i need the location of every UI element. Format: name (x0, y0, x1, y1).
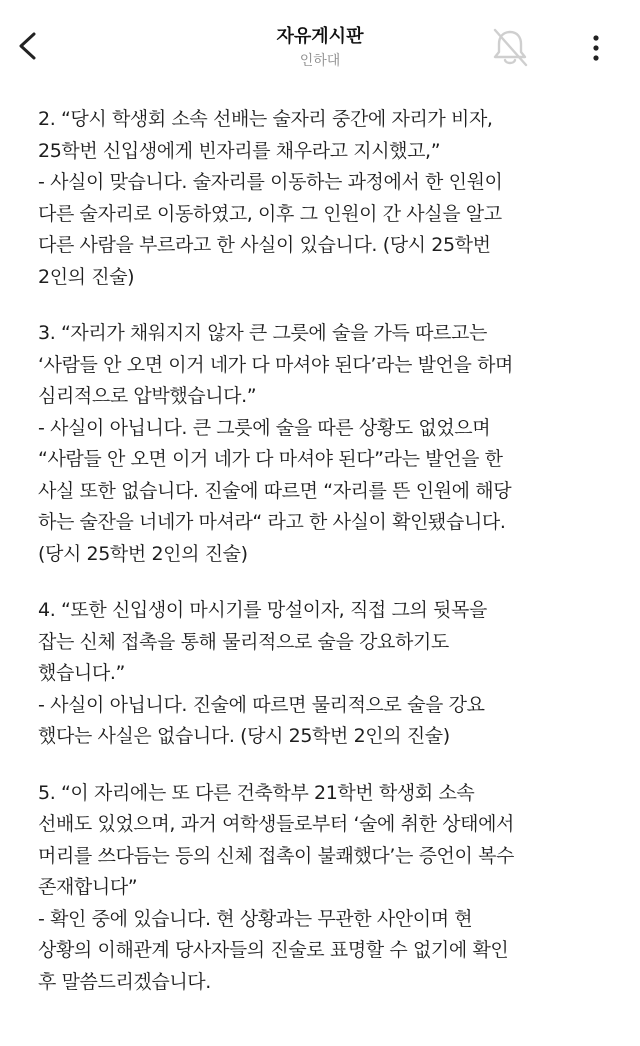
text-line: 선배도 있었으며, 과거 여학생들로부터 ‘술에 취한 상태에서 (38, 813, 515, 835)
text-line: 다른 술자리로 이동하였고, 이후 그 인원이 간 사실을 알고 (38, 202, 502, 225)
claim-section-3 (38, 318, 618, 570)
text-line: - 사실이 맞습니다. 술자리를 이동하는 과정에서 한 인원이 (38, 171, 503, 193)
text-line: 사실 또한 없습니다. 진술에 따르면 “자리를 뜬 인원에 해당 (38, 479, 512, 502)
board-title: 자유게시판 (276, 26, 364, 47)
text-line: - 사실이 아닙니다. 큰 그릇에 술을 따른 상황도 없었으며 (38, 416, 491, 439)
text-line: ‘사람들 안 오면 이거 네가 다 마셔야 된다’라는 발언을 하며 (38, 353, 513, 376)
claim-section-5 (38, 778, 618, 999)
text-line: 후 말씀드리겠습니다. (38, 970, 211, 993)
text-line: 하는 술잔을 너네가 마셔라“ 라고 한 사실이 확인됐습니다. (38, 511, 506, 533)
board-subtitle: 인하대 (299, 53, 341, 69)
claim-section-4 (38, 595, 618, 753)
text-line: 했다는 사실은 없습니다. (당시 25학번 2인의 진술) (38, 725, 450, 747)
claim-section-2 (38, 104, 618, 293)
more-vertical-icon (591, 34, 601, 62)
text-line: 잡는 신체 접촉을 통해 물리적으로 술을 강요하기도 (38, 630, 449, 653)
bell-off-icon (490, 27, 530, 69)
text-line: 존재합니다” (38, 876, 138, 898)
text-line: - 확인 중에 있습니다. 현 상황과는 무관한 사안이며 현 (38, 907, 473, 930)
text-line: 했습니다.” (38, 662, 125, 684)
post-body (38, 104, 618, 1023)
text-line: 심리적으로 압박했습니다.” (38, 385, 257, 407)
text-line: 25학번 신입생에게 빈자리를 채우라고 지시했고,” (38, 139, 441, 162)
notification-toggle-button[interactable] (486, 24, 534, 72)
more-options-button[interactable] (574, 26, 618, 70)
text-line: 4. “또한 신입생이 마시기를 망설이자, 직접 그의 뒷목을 (38, 599, 487, 621)
text-line: 5. “이 자리에는 또 다른 건축학부 21학번 학생회 소속 (38, 781, 475, 804)
text-line: 2인의 진술) (38, 265, 135, 288)
text-line: 머리를 쓰다듬는 등의 신체 접촉이 불쾌했다’는 증언이 복수 (38, 844, 515, 867)
title-block (0, 26, 640, 70)
top-bar (0, 0, 640, 90)
text-line: 2. “당시 학생회 소속 선배는 술자리 중간에 자리가 비자, (38, 108, 493, 130)
text-line: 상황의 이해관계 당사자들의 진술로 표명할 수 없기에 확인 (38, 939, 509, 961)
text-line: 3. “자리가 채워지지 않자 큰 그릇에 술을 가득 따르고는 (38, 322, 487, 344)
text-line: (당시 25학번 2인의 진술) (38, 542, 248, 565)
text-line: “사람들 안 오면 이거 네가 다 마셔야 된다”라는 발언을 한 (38, 448, 503, 470)
text-line: 다른 사람을 부르라고 한 사실이 있습니다. (당시 25학번 (38, 234, 491, 256)
text-line: - 사실이 아닙니다. 진술에 따르면 물리적으로 술을 강요 (38, 693, 485, 716)
